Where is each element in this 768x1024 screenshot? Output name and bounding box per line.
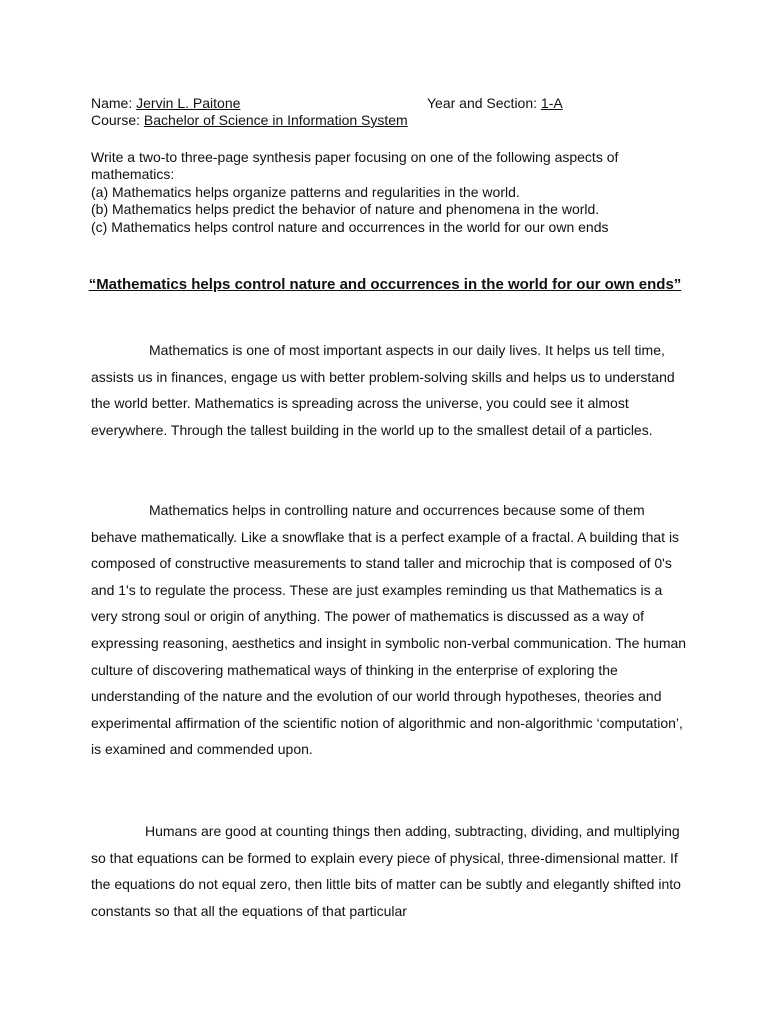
- year-section-line: [427, 95, 563, 112]
- instruction-prompt: Write a two-to three-page synthesis paper focusing on one of the following aspects of mathematics:: [91, 149, 619, 183]
- body-paragraph-3: Humans are good at counting things then adding, subtracting, dividing, and multiplying so that equations can be formed to explain every piece of physical, three-dimensional matter. If the equations do not equal zero, then little bits of matter can be subtly and elegantly shifted into constants so that all the equations of that particular: [91, 823, 681, 919]
- assignment-instructions: [91, 149, 691, 236]
- student-name-line: [91, 95, 240, 112]
- year-section-label: Year and Section:: [427, 95, 541, 111]
- instruction-option-b: (b) Mathematics helps predict the behavior of nature and phenomena in the world.: [91, 201, 600, 218]
- course-name: Bachelor of Science in Information System: [143, 112, 408, 128]
- year-section-value: 1-A: [540, 95, 563, 111]
- name-label: Name:: [91, 95, 137, 111]
- paper-title: “Mathematics helps control nature and occurrences in the world for our own ends”: [88, 276, 682, 293]
- body-paragraph-1: Mathematics is one of most important aspects in our daily lives. It helps us tell time, assists us in finances, engage us with better problem-solving skills and helps us to understand the world better. Mathematics is spreading across the universe, you could see it almost everywhere. Through the tallest building in the world up to the smallest detail of a particles.: [91, 342, 675, 438]
- course-line: [91, 112, 408, 129]
- instruction-option-c: (c) Mathematics helps control nature and occurrences in the world for our own ends: [91, 218, 609, 235]
- course-label: Course:: [91, 112, 144, 128]
- student-name: Jervin L. Paitone: [136, 95, 241, 111]
- instruction-option-a: (a) Mathematics helps organize patterns and regularities in the world.: [91, 183, 520, 200]
- body-paragraph-2: Mathematics helps in controlling nature and occurrences because some of them behave mathematically. Like a snowflake that is a perfect example of a fractal. A building that is composed of constructive measurements to stand taller and microchip that is composed of 0's and 1's to regulate the process. These are just examples reminding us that Mathematics is a very strong soul or origin of anything. The power of mathematics is discussed as a way of expressing reasoning, aesthetics and insight in symbolic non-verbal communication. The human culture of discovering mathematical ways of thinking in the enterprise of exploring the understanding of the nature and the evolution of our world through hypotheses, theories and experimental affirmation of the scientific notion of algorithmic and non-algorithmic ‘computation’, is examined and commended upon.: [91, 502, 687, 758]
